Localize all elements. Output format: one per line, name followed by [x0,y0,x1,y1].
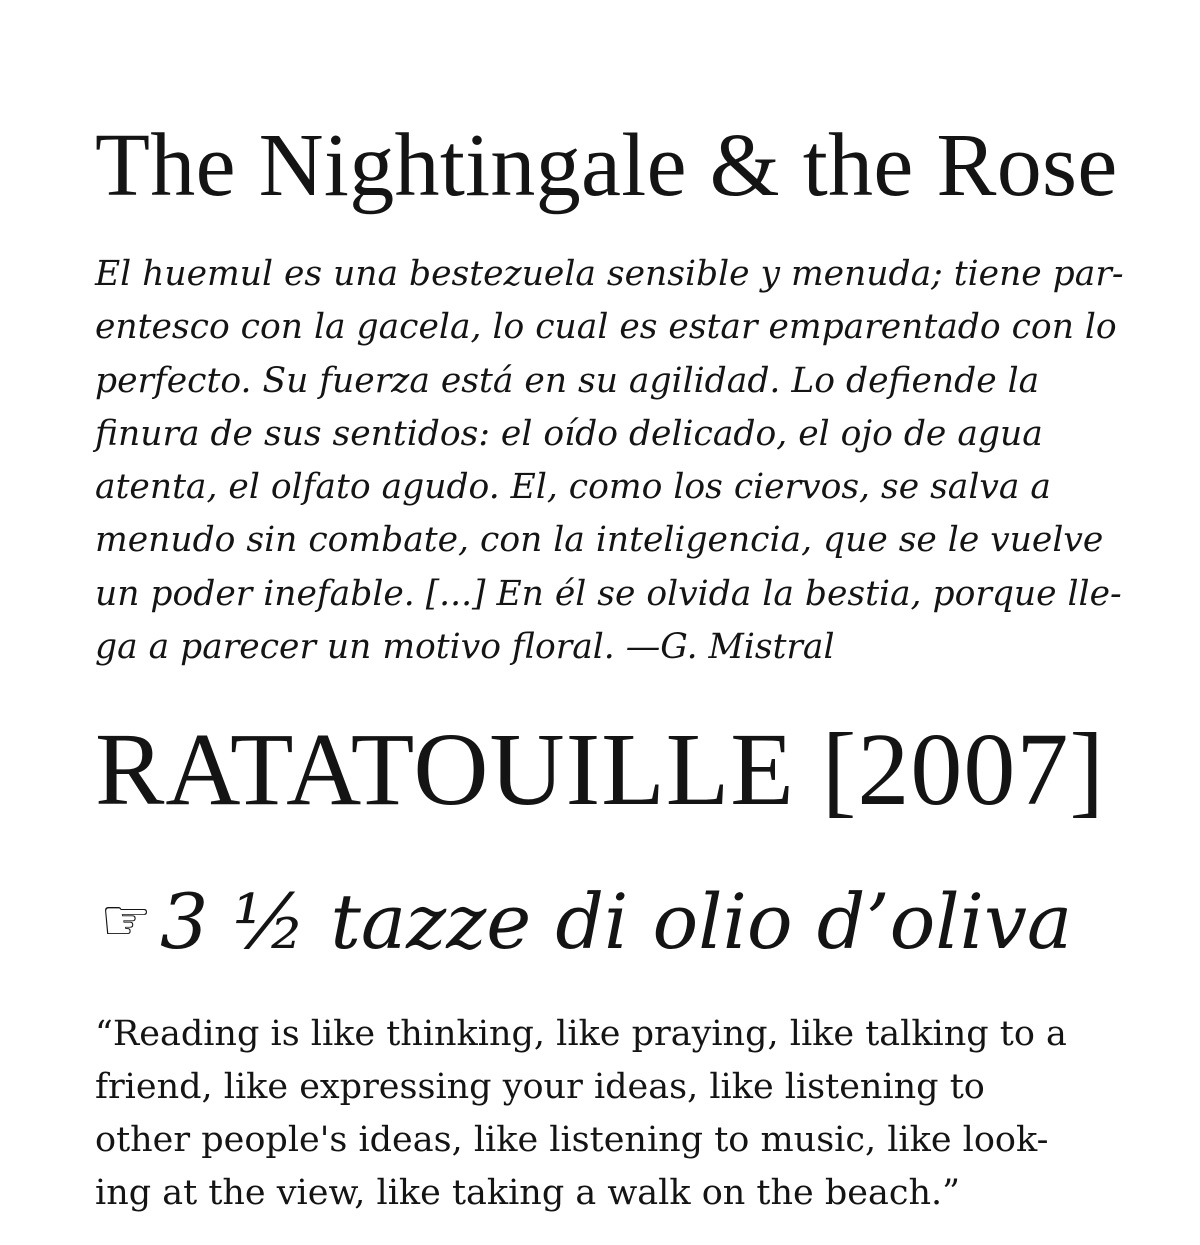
quote-line: friend, like expressing your ideas, like listening to [95,1067,985,1107]
recipe-line [100,870,1072,972]
paragraph-line: El huemul es una bestezuela sensible y menuda; tiene par- [95,254,1124,294]
paragraph-line: un poder inefable. [...] En él se olvida la bestia, porque lle- [95,573,1122,614]
specimen-title: The Nightingale & the Rose [95,116,1118,215]
quote-line: “Reading is like thinking, like praying, like talking to a [95,1014,1067,1054]
paragraph-line: atenta, el olfato agudo. El, como los ciervos, se salva a [95,467,1051,508]
quote-line: ing at the view, like taking a walk on the beach.” [95,1173,961,1213]
pointing-hand-icon: ☞ [100,886,152,954]
quote-line: other people's ideas, like listening to music, like look- [95,1120,1049,1160]
paragraph-line: ga a parecer un motivo floral. —G. Mistral [95,627,835,668]
caps-headline: RATATOUILLE [2007] [95,712,1106,827]
paragraph-line: finura de sus sentidos: el oído delicado, el ojo de agua [95,413,1043,454]
reading-quote [95,1008,1067,1220]
recipe-text: 3 ½ tazze di olio d’oliva [160,877,1073,966]
paragraph-line: menudo sin combate, con la inteligencia, que se le vuelve [95,520,1104,561]
paragraph-line: entesco con la gacela, lo cual es estar emparentado con lo [95,307,1117,348]
paragraph-line: perfecto. Su fuerza está en su agilidad. Lo defiende la [95,360,1040,401]
spanish-paragraph [95,248,1123,674]
